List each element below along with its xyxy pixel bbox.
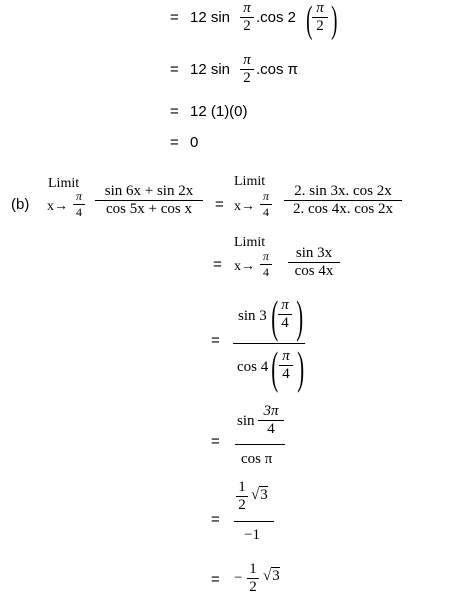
limit-word: Limit	[234, 235, 266, 250]
expr-prefix: 12 sin	[190, 9, 231, 26]
x-arrow: x→	[234, 199, 255, 214]
step4-num-prefix: sin	[237, 413, 255, 429]
equals-sign: =	[211, 433, 220, 450]
limit-word: Limit	[48, 176, 80, 191]
equals-sign: =	[211, 511, 220, 528]
fraction-pi-over-4: π 4	[279, 348, 293, 383]
fraction-bar	[235, 444, 285, 445]
step3-den-prefix: cos 4	[237, 359, 269, 375]
expr-prefix: 12 sin	[190, 61, 231, 78]
sqrt-three: √3	[251, 487, 268, 503]
fraction-bar	[234, 521, 274, 522]
x-arrow: x→	[234, 259, 255, 274]
fraction-pi-over-2: π 2	[312, 0, 328, 35]
fraction-pi-over-4: π 4	[73, 189, 85, 220]
step5-den: −1	[244, 527, 260, 543]
fraction-one-half: 1 2	[236, 479, 248, 514]
equals-sign: =	[170, 134, 179, 151]
lhs-fraction: sin 6x + sin 2x cos 5x + cos x	[95, 183, 203, 218]
part-label: (b)	[11, 196, 30, 213]
fraction-pi-over-4: π 4	[278, 297, 292, 332]
equals-sign: =	[170, 61, 179, 78]
step2-fraction: sin 3x cos 4x	[288, 245, 340, 280]
equals-sign: =	[213, 256, 222, 273]
equals-sign: =	[215, 196, 224, 213]
fraction-pi-over-2: π 2	[240, 0, 254, 35]
x-arrow: x→	[47, 199, 68, 214]
minus-sign: −	[234, 570, 243, 586]
fraction-3pi-over-4: 3π 4	[258, 403, 284, 438]
fraction-bar	[233, 343, 305, 344]
expr-value: 12 (1)(0)	[190, 103, 248, 120]
result-value: 0	[190, 134, 199, 151]
equals-sign: =	[211, 571, 220, 588]
step4-den: cos π	[241, 451, 273, 467]
equals-sign: =	[170, 103, 179, 120]
equals-sign: =	[170, 9, 179, 26]
left-paren: (	[306, 0, 313, 41]
sqrt-three: √3	[263, 568, 280, 584]
fraction-pi-over-4: π 4	[260, 189, 272, 220]
fraction-pi-over-2: π 2	[240, 52, 254, 87]
fraction-one-half: 1 2	[247, 561, 259, 596]
expr-mid: .cos 2	[256, 9, 297, 26]
limit-word: Limit	[234, 174, 266, 189]
equals-sign: =	[211, 332, 220, 349]
expr-suffix: .cos π	[256, 61, 299, 78]
fraction-pi-over-4: π 4	[260, 249, 272, 280]
step1-fraction: 2. sin 3x. cos 2x 2. cos 4x. cos 2x	[284, 183, 402, 218]
step3-num-prefix: sin 3	[238, 308, 267, 324]
right-paren: )	[331, 0, 338, 41]
